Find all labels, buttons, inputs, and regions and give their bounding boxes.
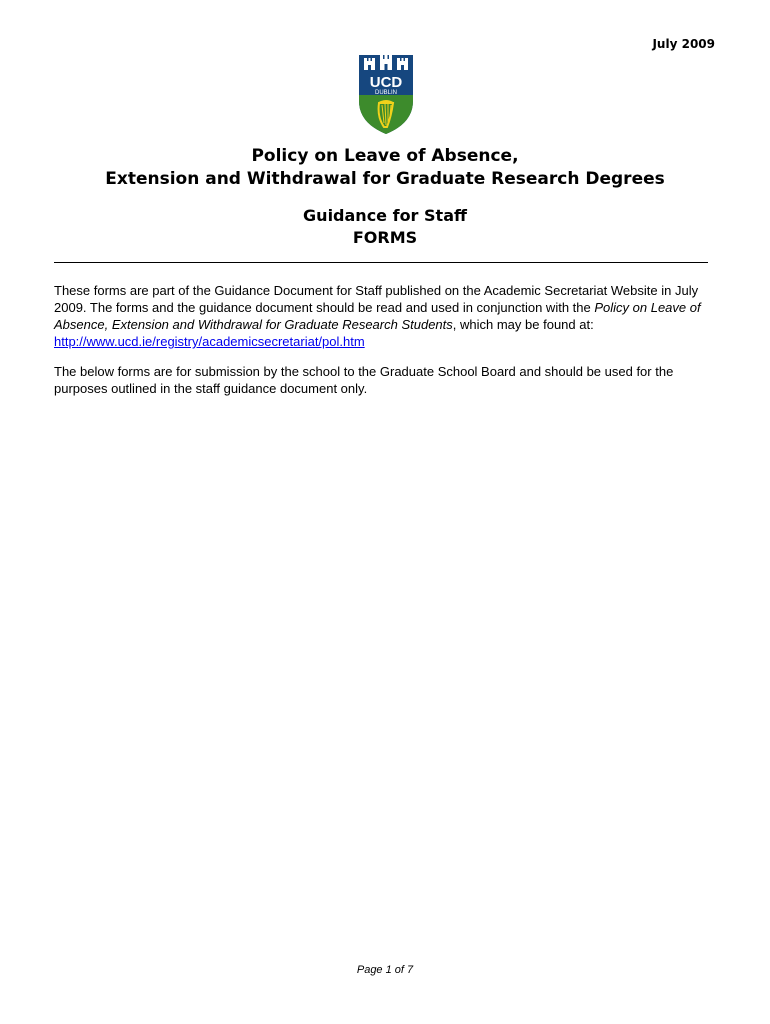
document-date: July 2009 bbox=[652, 37, 715, 51]
submission-paragraph: The below forms are for submission by the school to the Graduate School Board and should be used for the purposes outlined in the staff guidance document only. bbox=[54, 364, 674, 396]
title-line-1: Policy on Leave of Absence, bbox=[251, 146, 519, 166]
document-subtitle bbox=[0, 205, 770, 249]
intro-text-b: , which may be found at: bbox=[452, 317, 594, 332]
subtitle-line-1: Guidance for Staff bbox=[303, 206, 467, 225]
horizontal-divider bbox=[54, 262, 708, 263]
policy-title-italic: Policy on Leave of Absence, Extension and Withdrawal for Graduate Research Students bbox=[54, 300, 701, 332]
ucd-logo bbox=[357, 51, 415, 135]
page-number: Page 1 of 7 bbox=[356, 964, 414, 976]
policy-link[interactable]: http://www.ucd.ie/registry/academicsecretariat/pol.htm bbox=[54, 334, 365, 349]
logo-text-main: UCD bbox=[369, 74, 403, 91]
logo-text-sub: DUBLIN bbox=[374, 90, 398, 96]
title-line-2: Extension and Withdrawal for Graduate Research Degrees bbox=[105, 169, 665, 189]
document-title bbox=[0, 145, 770, 191]
intro-paragraph bbox=[54, 282, 718, 350]
subtitle-line-2: FORMS bbox=[352, 228, 418, 247]
intro-text-a: These forms are part of the Guidance Document for Staff published on the Academic Secretariat Website in July 2009. The forms and the guidance document should be read and used in conjunction with the bbox=[54, 283, 699, 315]
ucd-shield-icon bbox=[357, 51, 415, 135]
